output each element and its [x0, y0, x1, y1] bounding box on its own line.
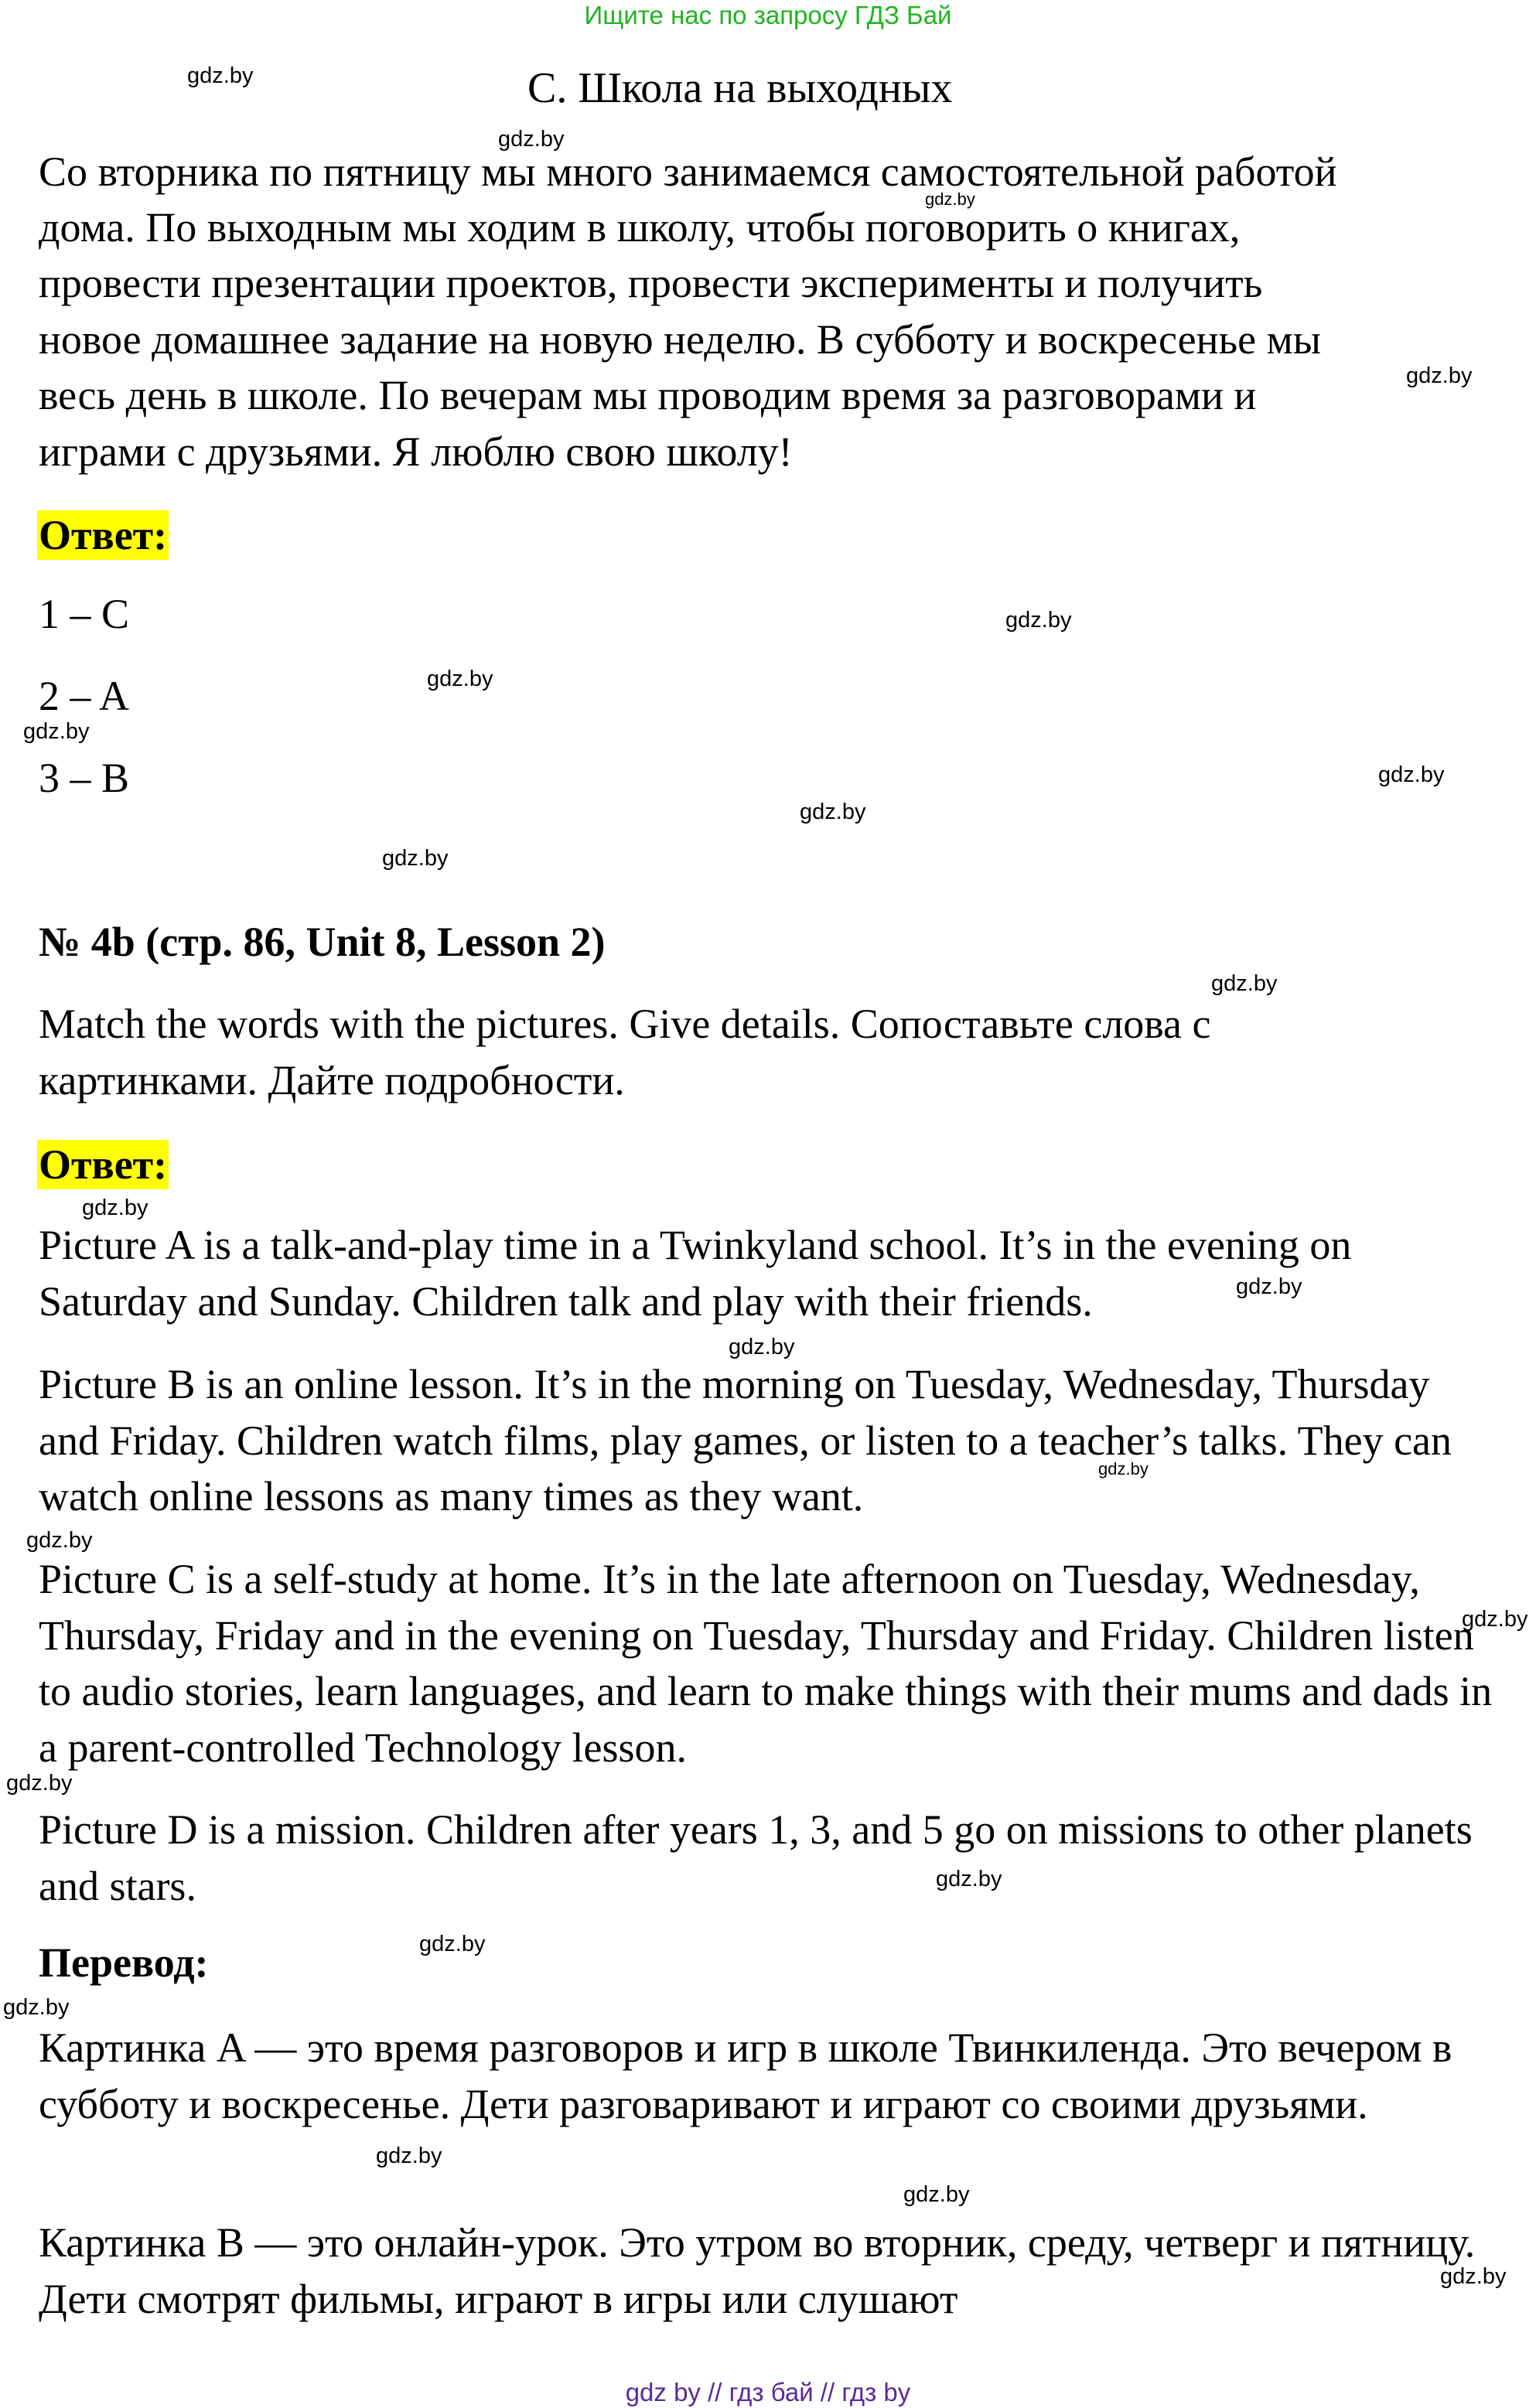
- answer-label: [37, 510, 169, 560]
- section-c-line: Со вторника по пятницу мы много занимаемся самостоятельной работой: [39, 148, 1337, 195]
- watermark: gdz.by: [23, 719, 90, 744]
- translation-b-text: Картинка B — это онлайн-урок. Это утром во вторник, среду, четверг и пятницу. Дети смотрят фильмы, играют в игры или слушают: [39, 2219, 1476, 2322]
- answer-item: 2 – A: [39, 673, 130, 719]
- watermark: gdz.by: [3, 1995, 70, 2020]
- picture-b-text: Picture B is an online lesson. It’s in the morning on Tuesday, Wednesday, Thursday and Friday. Children watch films, play games, or listen to a teacher’s talks. They can watch online lessons as many times as they want.: [39, 1361, 1452, 1519]
- watermark: gdz.by: [419, 1932, 486, 1956]
- section-c-line: весь день в школе. По вечерам мы проводим время за разговорами и: [39, 372, 1257, 418]
- task-line: картинками. Дайте подробности.: [39, 1057, 625, 1103]
- picture-c-text: Picture C is a self-study at home. It’s in the late afternoon on Tuesday, Wednesday, Thursday, Friday and in the evening on Tuesday, Thursday and Friday. Children listen to audio stories, learn languages, and learn to make things with their mums and dads in a parent-controlled Technology lesson.: [39, 1556, 1493, 1771]
- watermark: gdz.by: [1440, 2264, 1507, 2289]
- watermark: gdz.by: [925, 189, 975, 209]
- watermark: gdz.by: [82, 1195, 148, 1220]
- watermark: gdz.by: [1236, 1274, 1302, 1299]
- answer-label-text: Ответ:: [39, 1141, 168, 1188]
- translation-label: Перевод:: [39, 1939, 209, 1986]
- watermark: gdz.by: [800, 800, 866, 824]
- watermark: gdz.by: [1378, 762, 1445, 787]
- picture-d-text: Picture D is a mission. Children after years 1, 3, and 5 go on missions to other planets and stars.: [39, 1806, 1473, 1909]
- answer-item: 1 – C: [39, 591, 130, 637]
- top-banner[interactable]: Ищите нас по запросу ГДЗ Бай: [584, 1, 952, 29]
- watermark: gdz.by: [6, 1771, 73, 1796]
- watermark: gdz.by: [376, 2144, 442, 2168]
- task-heading: № 4b (стр. 86, Unit 8, Lesson 2): [39, 919, 606, 965]
- watermark: gdz.by: [1098, 1459, 1149, 1479]
- watermark: gdz.by: [1211, 971, 1278, 996]
- section-title: C. Школа на выходных: [527, 64, 953, 112]
- answer-item: 3 – B: [39, 755, 130, 801]
- watermark: gdz.by: [729, 1335, 795, 1359]
- watermark: gdz.by: [1005, 608, 1072, 633]
- watermark: gdz.by: [26, 1528, 93, 1553]
- watermark: gdz.by: [382, 846, 449, 871]
- section-c-line: новое домашнее задание на новую неделю. В субботу и воскресенье мы: [39, 316, 1322, 363]
- translation-a-text: Картинка A — это время разговоров и игр в школе Твинкиленда. Это вечером в субботу и воскресенье. Дети разговаривают и играют со своими друзьями.: [39, 2024, 1452, 2127]
- watermark: gdz.by: [1406, 363, 1473, 388]
- watermark: gdz.by: [903, 2182, 970, 2207]
- answer-label-text: Ответ:: [39, 512, 168, 558]
- section-c-line: дома. По выходным мы ходим в школу, чтобы поговорить о книгах,: [39, 204, 1241, 251]
- section-c-line: провести презентации проектов, провести эксперименты и получить: [39, 260, 1263, 306]
- bottom-banner[interactable]: gdz by // гдз бай // гдз by: [625, 2378, 911, 2406]
- watermark: gdz.by: [187, 63, 254, 88]
- watermark: gdz.by: [427, 667, 493, 691]
- watermark: gdz.by: [498, 127, 565, 152]
- answer-label: [37, 1140, 169, 1189]
- section-c-line: играми с друзьями. Я люблю свою школу!: [39, 428, 793, 475]
- task-line: Match the words with the pictures. Give details. Сопоставьте слова с: [39, 1001, 1211, 1047]
- watermark: gdz.by: [936, 1867, 1002, 1891]
- watermark: gdz.by: [1462, 1607, 1528, 1632]
- picture-a-text: Picture A is a talk-and-play time in a Twinkyland school. It’s in the evening on Saturday and Sunday. Children talk and play with their friends.: [39, 1222, 1352, 1325]
